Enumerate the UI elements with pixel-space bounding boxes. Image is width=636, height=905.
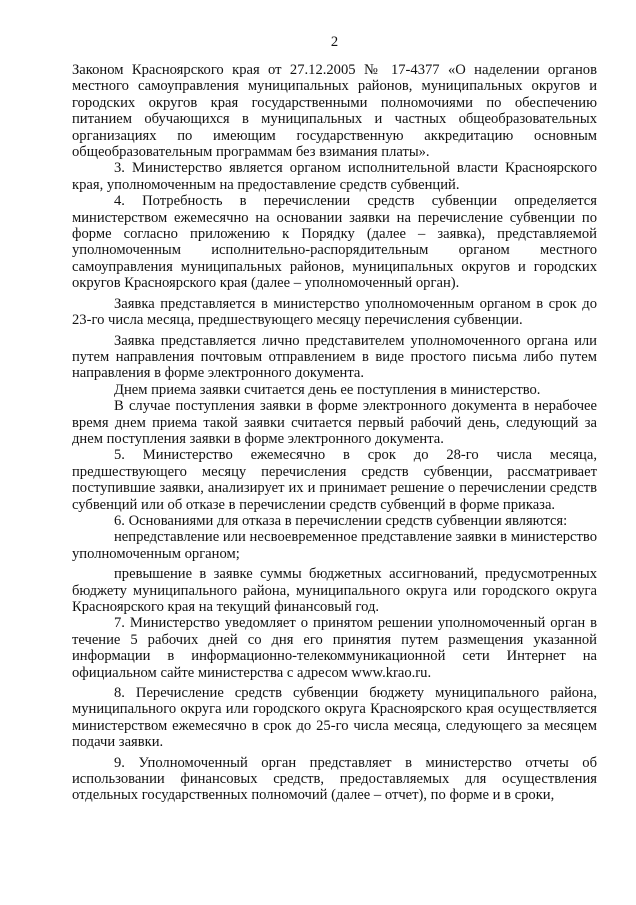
paragraph-application-deadline: Заявка представляется в министерство уполномоченным органом в срок до 23-го числа месяца, предшествующего месяцу перечисления субвенции. <box>72 295 597 329</box>
page-number: 2 <box>330 34 339 50</box>
paragraph-application-delivery: Заявка представляется лично представителем уполномоченного органа или путем направления почтовым отправлением в виде простого письма либо путем направления в форме электронного документа. <box>72 332 597 382</box>
paragraph-law-reference: Законом Красноярского края от 27.12.2005 № 17-4377 «О наделении органов местного самоуправления муниципальных районов, муниципальных округов и городских округов края государственными полномочиями по обеспечению питанием обучающихся в муниципальных и частных общеобразовательных организациях по имеющим государственную аккредитацию основным общеобразовательным программам без взимания платы». <box>72 62 597 161</box>
paragraph-3-ministry: 3. Министерство является органом исполнительной власти Красноярского края, уполномоченным на предоставление средств субвенций. <box>72 160 597 193</box>
paragraph-receipt-day: Днем приема заявки считается день ее поступления в министерство. <box>114 381 541 398</box>
paragraph-6-refusal-grounds: 6. Основаниями для отказа в перечислении средств субвенции являются: <box>114 512 568 529</box>
paragraph-8-transfer: 8. Перечисление средств субвенции бюджету муниципального района, муниципального округа или городского округа Красноярского края осуществляется министерством ежемесячно в срок до 25-го числа месяца, следующего за месяцем подачи заявки. <box>72 685 597 751</box>
paragraph-7-notification: 7. Министерство уведомляет о принятом решении уполномоченный орган в течение 5 рабочих дней со дня его принятия путем размещения указанной информации в информационно-телекоммуникационной сети Интернет на официальном сайте министерства с адресом www.krao.ru. <box>72 615 597 681</box>
paragraph-refusal-excess: превышение в заявке суммы бюджетных ассигнований, предусмотренных бюджету муниципального района, муниципального округа или городского округа Красноярского края на текущий финансовый год. <box>72 566 597 615</box>
paragraph-electronic-receipt: В случае поступления заявки в форме электронного документа в нерабочее время днем приема такой заявки считается первый рабочий день, следующий за днем поступления заявки в форме электронного документа. <box>72 398 597 447</box>
paragraph-refusal-no-application: непредставление или несвоевременное представление заявки в министерство уполномоченным органом; <box>72 529 597 562</box>
paragraph-4-need: 4. Потребность в перечислении средств субвенции определяется министерством ежемесячно на основании заявки на перечисление субвенции по форме согласно приложению к Порядку (далее – заявка), представляемой уполномоченным исполнительно-распорядительным органом местного самоуправления муниципальных районов, муниципальных округов и городских округов Красноярского края (далее – уполномоченный орган). <box>72 193 597 292</box>
document-page <box>72 34 597 894</box>
paragraph-5-review: 5. Министерство ежемесячно в срок до 28-го числа месяца, предшествующего месяцу перечисления средств субвенции, рассматривает поступившие заявки, анализирует их и принимает решение о перечислении средств субвенций или об отказе в перечислении средств субвенций в форме приказа. <box>72 447 597 513</box>
paragraph-9-reports: 9. Уполномоченный орган представляет в министерство отчеты об использовании финансовых средств, предоставляемых для осуществления отдельных государственных полномочий (далее – отчет), по форме и в сроки, <box>72 754 597 804</box>
